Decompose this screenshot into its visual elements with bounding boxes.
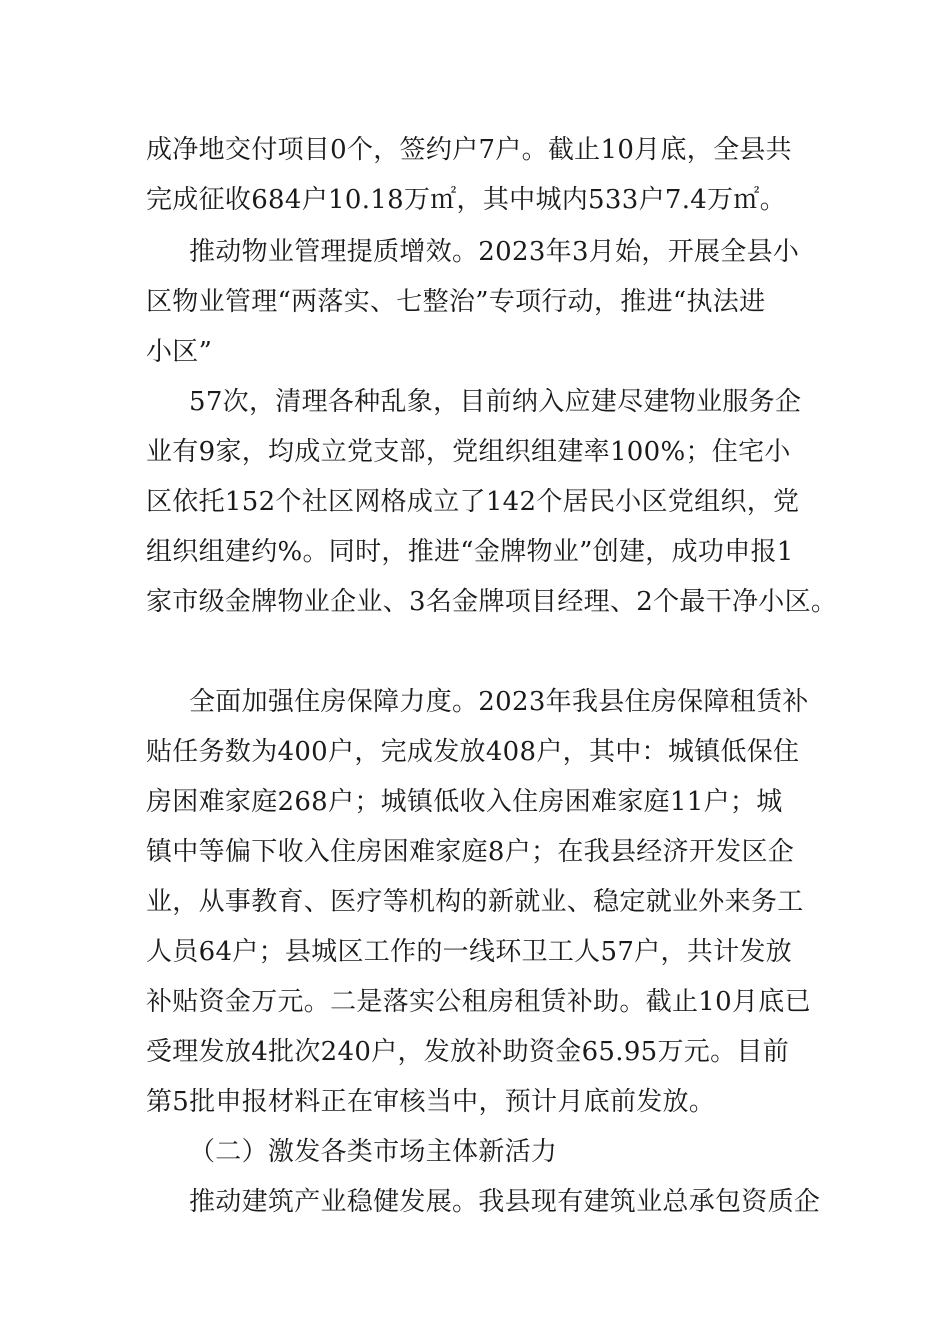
body-text-line: 人员64户；县城区工作的一线环卫工人57户，共计发放 bbox=[146, 937, 792, 967]
body-text-line: 57次，清理各种乱象，目前纳入应建尽建物业服务企 bbox=[189, 387, 802, 417]
body-text-line: 受理发放4批次240户，发放补助资金65.95万元。目前 bbox=[146, 1037, 790, 1067]
paragraph-heading-housing-security: 全面加强住房保障力度。2023年我县住房保障租赁补 bbox=[189, 687, 809, 717]
body-text-line: 镇中等偏下收入住房困难家庭8户；在我县经济开发区企 bbox=[146, 837, 795, 867]
body-text-line: 完成征收684户10.18万㎡，其中城内533户7.4万㎡。 bbox=[146, 185, 787, 215]
paragraph-heading-property-management: 推动物业管理提质增效。2023年3月始，开展全县小 bbox=[189, 237, 800, 267]
body-text-line: 组织组建约%。同时，推进“金牌物业”创建，成功申报1 bbox=[146, 537, 794, 567]
body-text-line: 家市级金牌物业企业、3名金牌项目经理、2个最干净小区。 bbox=[146, 587, 838, 617]
body-text-line: 第5批申报材料正在审核当中，预计月底前发放。 bbox=[146, 1087, 716, 1117]
body-text-line: 房困难家庭268户；城镇低收入住房困难家庭11户；城 bbox=[146, 787, 783, 817]
body-text-line: 补贴资金万元。二是落实公租房租赁补助。截止10月底已 bbox=[146, 987, 811, 1017]
body-text-line: 区依托152个社区网格成立了142个居民小区党组织，党 bbox=[146, 487, 800, 517]
body-text-line: 贴任务数为400户，完成发放408户，其中：城镇低保住 bbox=[146, 737, 800, 767]
paragraph-heading-construction: 推动建筑产业稳健发展。我县现有建筑业总承包资质企 bbox=[189, 1187, 821, 1217]
body-text-line: 小区” bbox=[146, 337, 213, 367]
body-text-line: 业有9家，均成立党支部，党组织组建率100%；住宅小 bbox=[146, 437, 791, 467]
body-text-line: 成净地交付项目0个，签约户7户。截止10月底，全县共 bbox=[146, 135, 792, 165]
body-text-line: 区物业管理“两落实、七整治”专项行动，推进“执法进 bbox=[146, 287, 766, 317]
body-text-line: 业，从事教育、医疗等机构的新就业、稳定就业外来务工 bbox=[146, 887, 804, 917]
section-heading: （二）激发各类市场主体新活力 bbox=[189, 1137, 558, 1167]
